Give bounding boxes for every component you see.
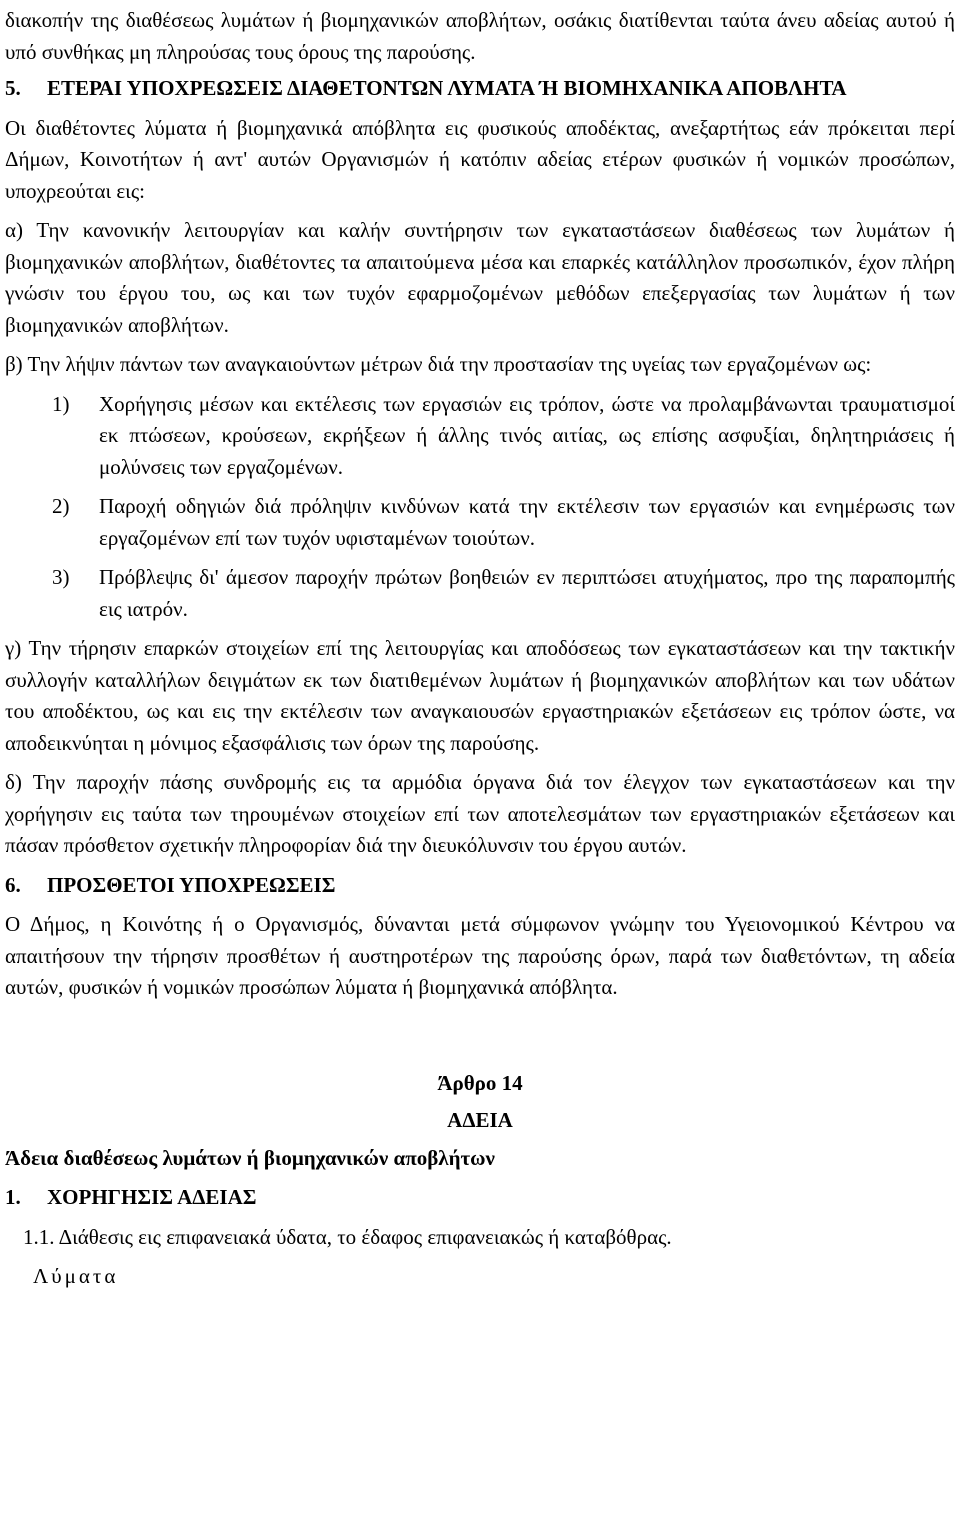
article-subtitle: ΑΔΕΙΑ bbox=[447, 1108, 513, 1132]
section-5-heading bbox=[5, 73, 955, 105]
section-5-lead: Οι διαθέτοντες λύματα ή βιομηχανικά απόβλητα εις φυσικούς αποδέκτας, ανεξαρτήτως εάν πρόκειται περί Δήμων, Κοινοτήτων ή αντ' αυτών Οργανισμών ή κατόπιν αδείας ετέρων φυσικών ή νομικών προσώπων, υποχρεούται εις: bbox=[5, 115, 955, 203]
section-5-title: ΕΤΕΡΑΙ ΥΠΟΧΡΕΩΣΕΙΣ ΔΙΑΘΕΤΟΝΤΩΝ ΛΥΜΑΤΑ Ή ΒΙΟΜΗΧΑΝΙΚΑ ΑΠΟΒΛΗΤΑ bbox=[47, 76, 847, 100]
list-item bbox=[5, 491, 955, 554]
section-5-item-c: γ) Την τήρησιν επαρκών στοιχείων επί της λειτουργίας και αποδόσεως των εγκαταστάσεων και την τακτικήν συλλογήν καταλλήλων δειγμάτων εκ των διατιθεμένων λυμάτων ή βιομηχανικών αποβλήτων και των υδάτων του αποδέκτου, ως και εις την εκτέλεσιν των αναγκαιουσών εργαστηριακών εξετάσεων εις τρόπον ώστε, να αποδεικνύηται η μόνιμος εξασφάλισις των όρων της παρούσης. bbox=[5, 636, 955, 755]
article-title: Άρθρο 14 bbox=[437, 1070, 523, 1095]
section-5-item-a: α) Την κανονικήν λειτουργίαν και καλήν συντήρησιν των εγκαταστάσεων διαθέσεως των λυμάτων ή βιομηχανικών αποβλήτων, διαθέτοντες τα απαιτούμενα μέσα και επαρκές κατάλληλον προσωπικόν, έχον πλήρη γνώσιν του έργου του, ως και των τυχόν εφαρμοζομένων μεθόδων επεξεργασίας των λυμάτων ή των βιομηχανικών αποβλήτων. bbox=[5, 218, 955, 337]
article-14-block bbox=[5, 1068, 955, 1293]
intro-paragraph: διακοπήν της διαθέσεως λυμάτων ή βιομηχανικών αποβλήτων, οσάκις διατίθενται ταύτα άνευ αδείας αυτού ή υπό συνθήκας μη πληρούσας τους όρους της παρούσης. bbox=[5, 8, 955, 64]
list-item-number: 1) bbox=[52, 391, 70, 416]
list-item-text: Παροχή οδηγιών διά πρόληψιν κινδύνων κατά την εκτέλεσιν των εργασιών και ενημέρωσις των εργαζομένων επί των τυχόν υφισταμένων τοιούτων. bbox=[99, 494, 955, 550]
section-6-text: Ο Δήμος, η Κοινότης ή ο Οργανισμός, δύνανται μετά σύμφωνον γνώμην του Υγειονομικού Κέντρου να απαιτήσουν την τήρησιν προσθέτων ή αυστηροτέρων της παρούσης όρων, παρά των διαθετόντων, τη αδεία αυτών, φυσικών ή νομικών προσώπων λύματα ή βιομηχανικά απόβλητα. bbox=[5, 912, 955, 999]
list-item-number: 3) bbox=[52, 565, 70, 589]
section-5-item-d: δ) Την παροχήν πάσης συνδρομής εις τα αρμόδια όργανα διά τον έλεγχον των εγκαταστάσεων και την χορήγησιν εις ταύτα των τηρουμένων στοιχείων επί των αποτελεσμάτων των εργαστηριακών εξετάσεων και πάσαν πρόσθετον σχετικήν πληροφορίαν διά την διευκόλυνσιν του έργου αυτών. bbox=[5, 770, 955, 857]
section-5-number: 5. bbox=[5, 76, 21, 100]
section-6-heading bbox=[5, 870, 955, 902]
list-item-text: Πρόβλεψις δι' άμεσον παροχήν πρώτων βοηθειών εν περιπτώσει ατυχήματος, προ της παραπομπής εις ιατρόν. bbox=[99, 565, 955, 621]
article-section-1-number: 1. bbox=[5, 1185, 21, 1209]
article-section-1-title: ΧΟΡΗΓΗΣΙΣ ΑΔΕΙΑΣ bbox=[47, 1185, 257, 1209]
section-5-item-b: β) Την λήψιν πάντων των αναγκαιούντων μέτρων διά την προστασίαν της υγείας των εργαζομένων ως: bbox=[5, 352, 872, 376]
article-section-1-heading bbox=[5, 1182, 955, 1214]
article-item-1-1: 1.1. Διάθεσις εις επιφανειακά ύδατα, το έδαφος επιφανειακώς ή καταβόθρας. bbox=[23, 1224, 672, 1249]
list-item bbox=[5, 562, 955, 625]
list-item bbox=[5, 389, 955, 484]
list-item-number: 2) bbox=[52, 494, 70, 518]
section-6-title: ΠΡΟΣΘΕΤΟΙ ΥΠΟΧΡΕΩΣΕΙΣ bbox=[47, 872, 336, 897]
article-heading: Άδεια διαθέσεως λυμάτων ή βιομηχανικών αποβλήτων bbox=[5, 1145, 495, 1170]
section-5-b-list bbox=[5, 389, 955, 626]
section-6-number: 6. bbox=[5, 872, 21, 897]
list-item-text: Χορήγησις μέσων και εκτέλεσις των εργασιών εις τρόπον, ώστε να προλαμβάνωνται τραυματισμοί εκ πτώσεων, κρούσεων, εκρήξεων ή άλλης τινός αιτίας, ως επίσης ασφυξίαι, δηλητηριάσεις ή μολύνσεις των εργαζομένων. bbox=[99, 391, 955, 479]
spaced-label: Λύματα bbox=[33, 1264, 119, 1288]
